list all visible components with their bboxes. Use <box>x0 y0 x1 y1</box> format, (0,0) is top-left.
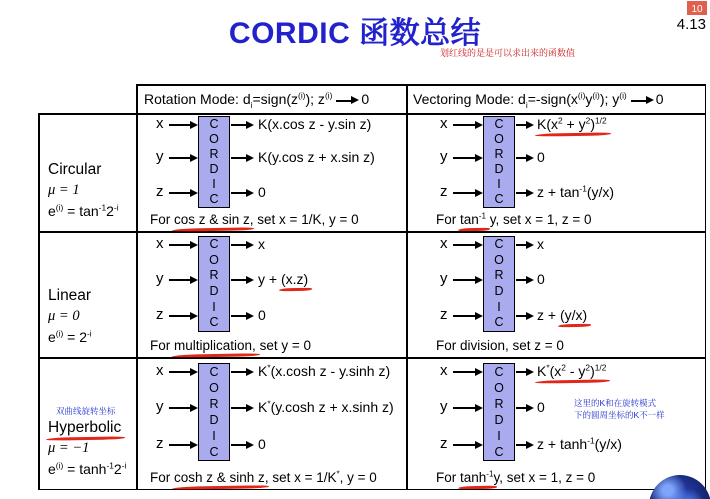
input-arrow <box>453 407 475 409</box>
input-label: x <box>156 362 164 379</box>
input-arrow <box>453 124 475 126</box>
cordic-block <box>198 236 230 332</box>
row-mu-value: μ = 1 <box>48 182 80 198</box>
cell-caption <box>436 470 595 485</box>
output-expression <box>258 306 266 324</box>
text-segment: Rotation Mode: $d_i=sign(z^{(i)})$; $z^{(i)}$ <box>144 89 333 110</box>
input-label: x <box>156 115 164 132</box>
row-label-circular <box>40 113 134 231</box>
text-segment: Vectoring Mode: $d_i=-sign(x^{(i)}y^{(i)})$; $y^{(i)}$ <box>413 89 627 110</box>
output-expression <box>258 362 390 380</box>
row-label-hyperbolic <box>40 357 134 489</box>
text-segment: For <box>150 338 175 353</box>
cell-caption <box>150 212 359 227</box>
text-segment: K(y.cos z + x.sin z) <box>258 149 375 165</box>
output-arrow <box>516 444 526 446</box>
text-segment: $K(x^2 + y^2)^{1/2}$ <box>537 115 607 132</box>
cell-caption <box>436 338 564 353</box>
output-expression <box>258 115 371 133</box>
output-arrow <box>231 444 246 446</box>
input-label: z <box>156 435 164 452</box>
red-annotation-note: 划红线的是是可以求出来的函数值 <box>440 48 576 58</box>
output-arrow <box>231 279 246 281</box>
cordic-block <box>483 116 515 208</box>
cordic-block-label: CORDIC <box>494 117 504 206</box>
text-segment: , set x = 1/K, y = 0 <box>249 212 359 227</box>
text-segment: For division, set z = 0 <box>436 338 564 353</box>
text-segment: 0 <box>258 436 266 452</box>
output-expression <box>258 183 266 201</box>
output-arrow <box>516 371 526 373</box>
text-segment: z + <box>537 307 560 323</box>
output-arrow <box>516 407 526 409</box>
row-label-linear <box>40 231 134 357</box>
input-arrow <box>453 371 475 373</box>
page-number: 4.13 <box>676 16 706 33</box>
output-expression <box>537 362 606 380</box>
text-segment: $z + \tan^{-1}(y/x)$ <box>537 183 615 200</box>
text-segment: , set x = 1/K*, y = 0 <box>264 469 377 485</box>
cordic-block <box>483 236 515 332</box>
output-expression <box>537 235 544 253</box>
input-label: y <box>156 270 164 287</box>
page-title: CORDIC 函数总结 <box>228 17 482 50</box>
input-label: z <box>156 306 164 323</box>
text-segment: K*(y.cosh z + x.sinh z) <box>258 398 394 415</box>
input-arrow <box>453 244 475 246</box>
output-arrow <box>231 244 246 246</box>
output-arrow <box>231 124 246 126</box>
text-segment: K*(x.cosh z - y.sinh z) <box>258 362 391 379</box>
output-expression <box>537 435 622 453</box>
output-arrow <box>231 407 246 409</box>
text-segment: x <box>258 236 265 252</box>
text-segment: $z + \tanh^{-1}(y/x)$ <box>537 435 622 452</box>
text-segment: 0 <box>537 399 545 415</box>
text-segment: K(x.cos z - y.sin z) <box>258 116 372 132</box>
text-segment: For <box>436 470 461 485</box>
cordic-block <box>198 116 230 208</box>
cell-circular-vectoring <box>406 113 706 231</box>
output-arrow <box>516 315 526 317</box>
row-angle-formula: $e^{(i)} = 2^{-i}$ <box>48 328 92 345</box>
text-segment: multiplication, <box>174 338 256 353</box>
output-expression <box>258 270 308 288</box>
row-mu-value: μ = −1 <box>48 440 90 456</box>
column-header-rotation-mode <box>144 85 404 112</box>
cordic-block-label: CORDIC <box>494 237 504 330</box>
text-segment: y + <box>258 271 281 287</box>
input-arrow <box>169 407 190 409</box>
text-segment: cos z & sin z <box>174 212 250 227</box>
text-segment: Hyperbolic <box>48 419 122 436</box>
input-arrow <box>169 279 190 281</box>
input-arrow <box>453 157 475 159</box>
text-segment: x <box>537 236 544 252</box>
text-segment: 0 <box>537 149 545 165</box>
output-expression <box>258 235 265 253</box>
right-arrow-icon <box>336 100 351 102</box>
row-mu-value: μ = 0 <box>48 308 80 324</box>
text-segment: $K^*(x^2 - y^2)^{1/2}$ <box>537 362 607 379</box>
input-label: x <box>440 115 448 132</box>
cell-hyperbolic-vectoring <box>406 357 706 489</box>
input-arrow <box>169 315 190 317</box>
page-badge: 10 <box>687 1 707 15</box>
output-expression <box>258 435 266 453</box>
output-expression <box>537 183 614 201</box>
right-arrow-icon <box>631 100 646 102</box>
text-segment: y, set x = 1, z = 0 <box>486 212 592 227</box>
input-arrow <box>169 192 190 194</box>
input-arrow <box>453 444 475 446</box>
cordic-block-label: CORDIC <box>209 117 219 206</box>
output-arrow <box>231 315 246 317</box>
cordic-block-label: CORDIC <box>494 365 504 459</box>
cell-linear-vectoring <box>406 231 706 357</box>
hyperbolic-blue-note: 双曲线旋转坐标 <box>56 406 116 416</box>
text-segment: y, set x = 1, z = 0 <box>493 470 596 485</box>
output-arrow <box>516 192 526 194</box>
row-name <box>48 417 134 438</box>
output-arrow <box>231 192 246 194</box>
input-arrow <box>453 192 475 194</box>
input-label: x <box>440 362 448 379</box>
output-expression <box>258 148 375 166</box>
output-expression <box>258 398 394 416</box>
input-label: y <box>440 148 448 165</box>
cell-linear-rotation <box>136 231 406 357</box>
row-angle-formula: $e^{(i)} = \tanh^{-1}2^{-i}$ <box>48 460 127 477</box>
text-segment: cosh z & sinh z <box>174 470 265 485</box>
row-angle-formula: $e^{(i)} = \tan^{-1}2^{-i}$ <box>48 202 119 219</box>
output-expression <box>537 148 545 166</box>
input-label: x <box>440 235 448 252</box>
input-arrow <box>169 371 190 373</box>
header-target-value: 0 <box>361 90 370 107</box>
row-name: Circular <box>48 161 102 178</box>
text-segment: For <box>150 470 175 485</box>
output-expression <box>537 306 587 324</box>
input-arrow <box>169 444 190 446</box>
cordic-block <box>198 363 230 461</box>
header-target-value: 0 <box>655 90 664 107</box>
text-segment: 0 <box>258 307 266 323</box>
text-segment: For <box>150 212 175 227</box>
note-line: 这里的K和在旋转模式 <box>574 398 657 408</box>
note-line: 下的圆周坐标的K不一样 <box>574 410 665 420</box>
input-arrow <box>453 279 475 281</box>
cell-caption <box>150 338 311 353</box>
text-segment: 0 <box>258 184 266 200</box>
vectoring-blue-note <box>574 397 665 421</box>
input-arrow <box>169 157 190 159</box>
output-expression <box>537 115 607 133</box>
text-segment: set y = 0 <box>255 338 311 353</box>
input-label: z <box>440 306 448 323</box>
text-segment: 0 <box>537 271 545 287</box>
input-label: z <box>440 183 448 200</box>
output-arrow <box>231 371 246 373</box>
input-label: y <box>440 398 448 415</box>
input-label: y <box>440 270 448 287</box>
output-expression <box>537 398 545 416</box>
cell-caption <box>436 212 592 227</box>
column-header-vectoring-mode <box>413 85 704 112</box>
text-segment: $\tan^{-1}$ <box>460 211 486 227</box>
cordic-block-label: CORDIC <box>209 365 219 459</box>
cell-circular-rotation <box>136 113 406 231</box>
input-label: y <box>156 148 164 165</box>
cordic-block-label: CORDIC <box>209 237 219 330</box>
output-arrow <box>516 124 526 126</box>
text-segment: (x.z) <box>280 271 309 287</box>
cordic-block <box>483 363 515 461</box>
cell-caption <box>150 470 377 485</box>
text-segment: For <box>436 212 461 227</box>
text-segment: $\tanh^{-1}$ <box>460 469 494 485</box>
input-arrow <box>169 244 190 246</box>
output-arrow <box>516 279 526 281</box>
output-arrow <box>516 157 526 159</box>
row-name: Linear <box>48 287 92 304</box>
cell-hyperbolic-rotation <box>136 357 406 489</box>
input-label: y <box>156 398 164 415</box>
output-arrow <box>231 157 246 159</box>
input-arrow <box>169 124 190 126</box>
input-label: z <box>156 183 164 200</box>
input-label: x <box>156 235 164 252</box>
input-label: z <box>440 435 448 452</box>
output-arrow <box>516 244 526 246</box>
text-segment: (y/x) <box>559 307 588 323</box>
output-expression <box>537 270 545 288</box>
input-arrow <box>453 315 475 317</box>
